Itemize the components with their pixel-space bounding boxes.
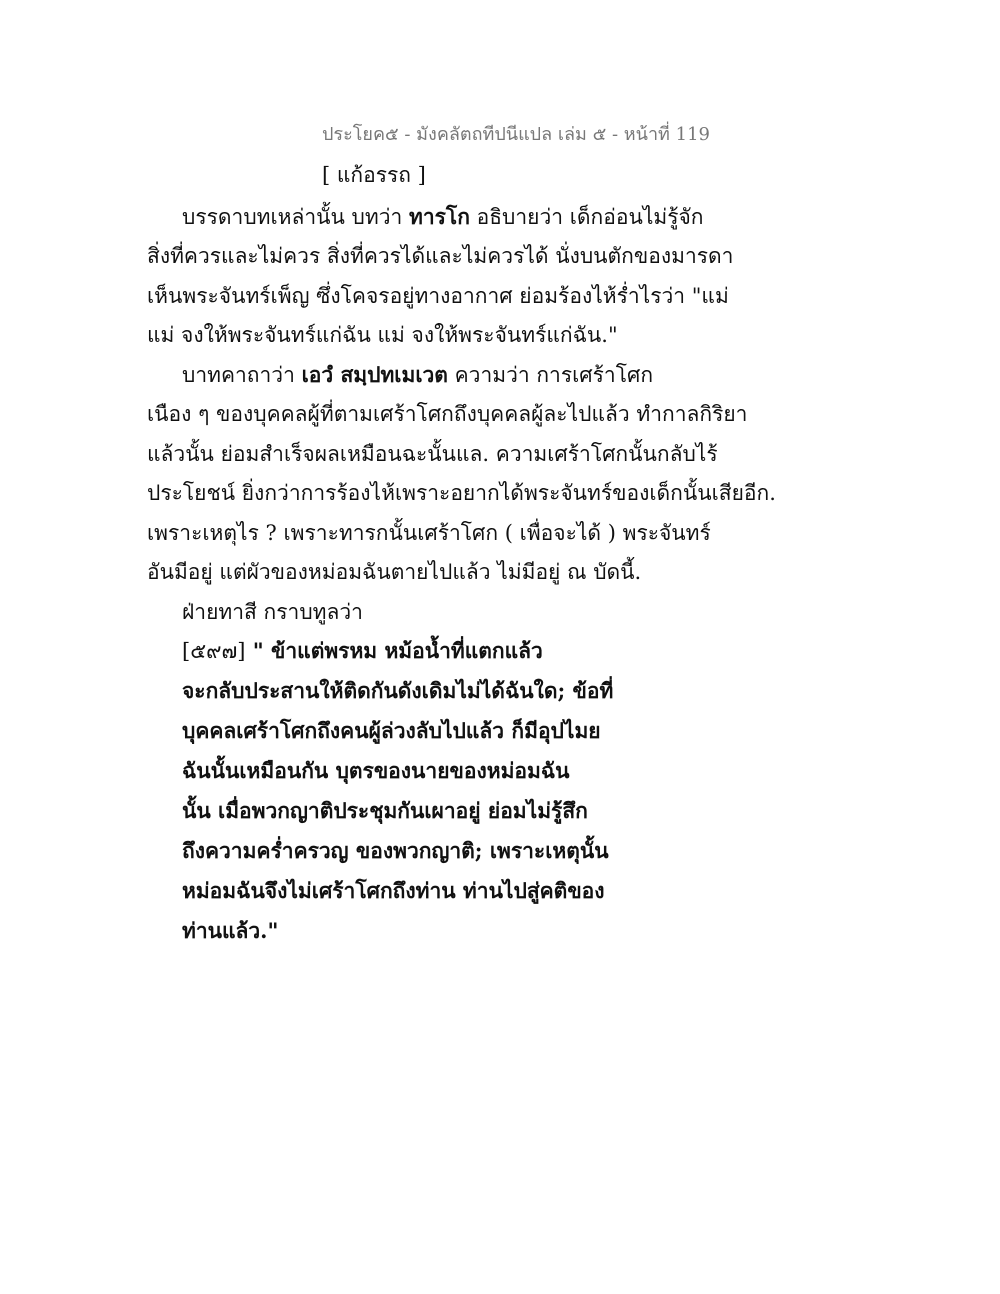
paragraph-1-line-1-suffix: อธิบายว่า เด็กอ่อนไม่รู้จัก	[469, 205, 704, 229]
paragraph-2-line-1	[182, 360, 653, 390]
paragraph-1-line-1	[182, 202, 704, 232]
paragraph-2-line-3: แล้วนั้น ย่อมสำเร็จผลเหมือนฉะนั้นแล. ความเศร้าโศกนั้นกลับไร้	[147, 442, 718, 466]
paragraph-2-line-6: อันมีอยู่ แต่ผัวของหม่อมฉันตายไปแล้ว ไม่มีอยู่ ณ บัดนี้.	[147, 560, 642, 584]
paragraph-1-line-4: แม่ จงให้พระจันทร์แก่ฉัน แม่ จงให้พระจันทร์แก่ฉัน."	[147, 323, 618, 347]
verse-line-6: ถึงความคร่ำครวญ ของพวกญาติ; เพราะเหตุนั้น	[182, 838, 609, 863]
verse-line-2: จะกลับประสานให้ติดกันดังเดิมไม่ได้ฉันใด; ข้อที่	[182, 678, 614, 703]
paragraph-2-line-2: เนือง ๆ ของบุคคลผู้ที่ตามเศร้าโศกถึงบุคคลผู้ละไปแล้ว ทำกาลกิริยา	[147, 402, 748, 426]
verse-line-1	[182, 636, 543, 666]
paragraph-2-line-4: ประโยชน์ ยิ่งกว่าการร้องไห้เพราะอยากได้พระจันทร์ของเด็กนั้นเสียอีก.	[147, 481, 776, 505]
paragraph-1-line-3: เห็นพระจันทร์เพ็ญ ซึ่งโคจรอยู่ทางอากาศ ย่อมร้องไห้ร่ำไรว่า "แม่	[147, 284, 729, 308]
verse-line-8: ท่านแล้ว."	[182, 918, 279, 943]
paragraph-1-line-2: สิ่งที่ควรและไม่ควร สิ่งที่ควรได้และไม่ควรได้ นั่งบนตักของมารดา	[147, 244, 734, 268]
verse-line-1-text: " ข้าแต่พรหม หม้อน้ำที่แตกแล้ว	[252, 638, 543, 663]
page-header: ประโยค๕ - มังคลัตถทีปนีแปล เล่ม ๕ - หน้าที่ 119	[322, 124, 710, 145]
verse-line-3: บุคคลเศร้าโศกถึงคนผู้ล่วงลับไปแล้ว ก็มีอุปไมย	[182, 718, 601, 743]
verse-line-5: นั้น เมื่อพวกญาติประชุมกันเผาอยู่ ย่อมไม่รู้สึก	[182, 798, 588, 823]
paragraph-1-term: ทารโก	[409, 204, 470, 229]
verse-number: [๕๙๗]	[182, 639, 246, 663]
verse-line-4: ฉันนั้นเหมือนกัน บุตรของนายของหม่อมฉัน	[182, 758, 570, 783]
paragraph-2-term: เอวํ สมฺปทเมเวต	[301, 362, 448, 387]
paragraph-2-line-1-suffix: ความว่า การเศร้าโศก	[447, 363, 654, 387]
section-title: [ แก้อรรถ ]	[322, 163, 426, 187]
paragraph-2-line-5: เพราะเหตุไร ? เพราะทารกนั้นเศร้าโศก ( เพื่อจะได้ ) พระจันทร์	[147, 521, 711, 545]
verse-line-7: หม่อมฉันจึงไม่เศร้าโศกถึงท่าน ท่านไปสู่คติของ	[182, 878, 605, 903]
paragraph-3-line-1: ฝ่ายทาสี กราบทูลว่า	[182, 600, 363, 624]
paragraph-1-line-1-prefix: บรรดาบทเหล่านั้น บทว่า	[182, 205, 409, 229]
paragraph-2-line-1-prefix: บาทคาถาว่า	[182, 363, 302, 387]
